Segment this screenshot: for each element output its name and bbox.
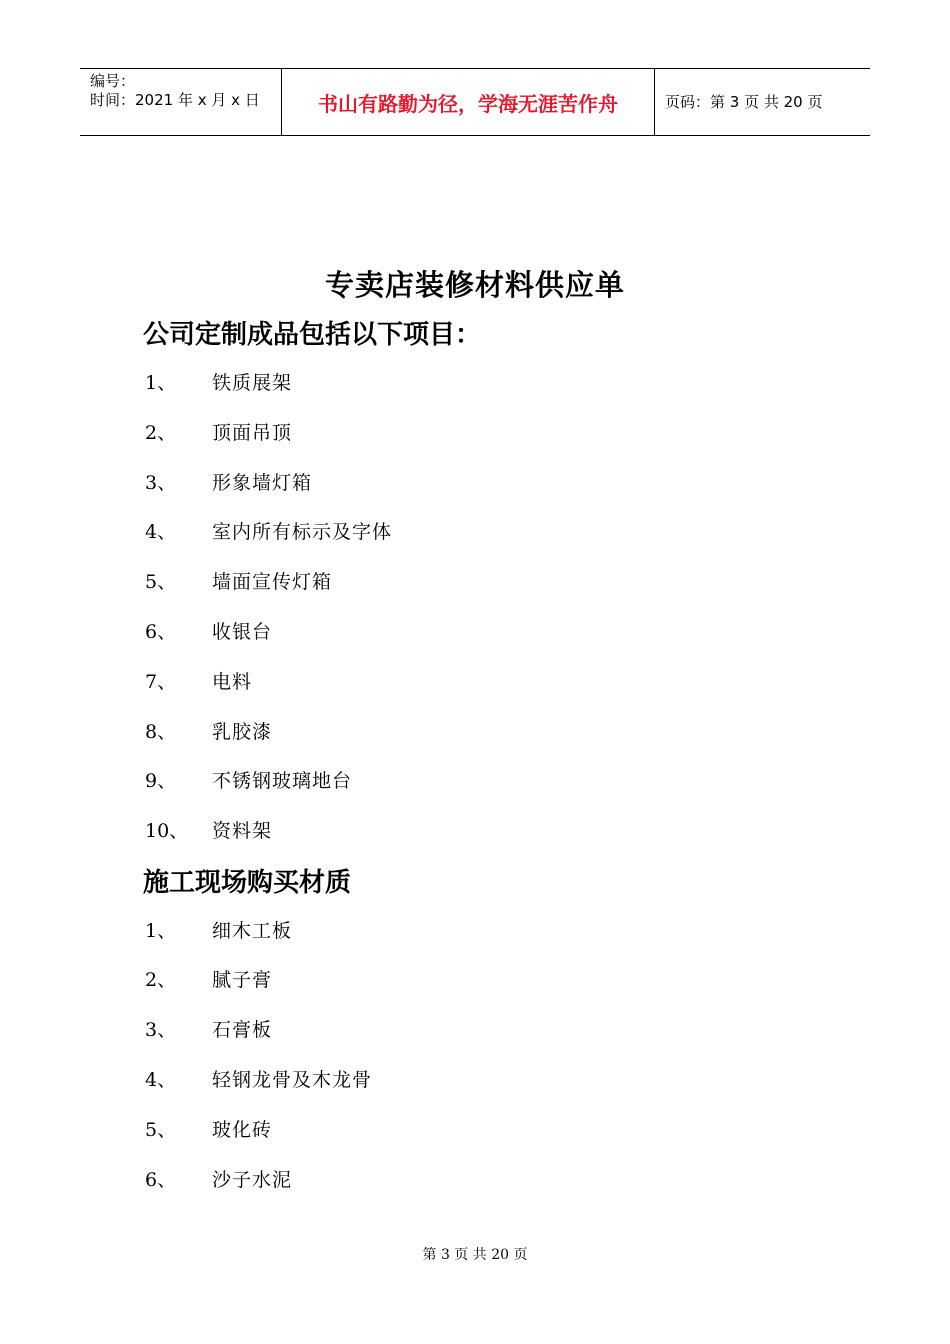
section-heading-custom-products: 公司定制成品包括以下项目： (143, 320, 482, 350)
item-number: 8、 (145, 721, 177, 743)
item-text: 铁质展架 (212, 372, 293, 394)
header-info-cell (80, 69, 282, 135)
item-number: 4、 (145, 1069, 177, 1091)
section-heading-onsite-materials: 施工现场购买材质 (143, 868, 352, 898)
item-number: 4、 (145, 521, 177, 543)
item-text: 收银台 (212, 621, 273, 643)
item-text: 腻子膏 (212, 969, 273, 991)
item-number: 2、 (145, 422, 177, 444)
item-text: 石膏板 (212, 1019, 273, 1041)
item-text: 乳胶漆 (212, 721, 273, 743)
item-text: 电料 (212, 671, 253, 693)
item-number: 2、 (145, 969, 177, 991)
item-text: 墙面宣传灯箱 (212, 571, 333, 593)
item-text: 轻钢龙骨及木龙骨 (212, 1069, 373, 1091)
item-number: 5、 (145, 571, 177, 593)
item-number: 10、 (145, 820, 189, 842)
item-text: 细木工板 (212, 920, 293, 942)
item-number: 7、 (145, 671, 177, 693)
page-footer: 第 3 页 共 20 页 (422, 1247, 528, 1263)
number-label: 编号： (90, 72, 136, 90)
item-number: 6、 (145, 621, 177, 643)
item-number: 1、 (145, 920, 177, 942)
header-motto-cell (282, 69, 655, 135)
date-line: 时间：2021 年 x 月 x 日 (90, 91, 260, 109)
item-number: 3、 (145, 472, 177, 494)
item-text: 室内所有标示及字体 (212, 521, 393, 543)
document-header (80, 68, 870, 136)
item-text: 不锈钢玻璃地台 (212, 770, 353, 792)
motto-text: 书山有路勤为径，学海无涯苦作舟 (318, 92, 618, 116)
item-text: 形象墙灯箱 (212, 472, 313, 494)
item-text: 沙子水泥 (212, 1169, 293, 1191)
item-number: 9、 (145, 770, 177, 792)
header-page-cell (655, 69, 870, 135)
item-number: 6、 (145, 1169, 177, 1191)
item-text: 顶面吊顶 (212, 422, 293, 444)
item-text: 玻化砖 (212, 1119, 273, 1141)
document-title: 专卖店装修材料供应单 (324, 268, 625, 302)
item-text: 资料架 (212, 820, 273, 842)
page-code: 页码：第 3 页 共 20 页 (665, 93, 823, 111)
item-number: 5、 (145, 1119, 177, 1141)
item-number: 1、 (145, 372, 177, 394)
item-number: 3、 (145, 1019, 177, 1041)
